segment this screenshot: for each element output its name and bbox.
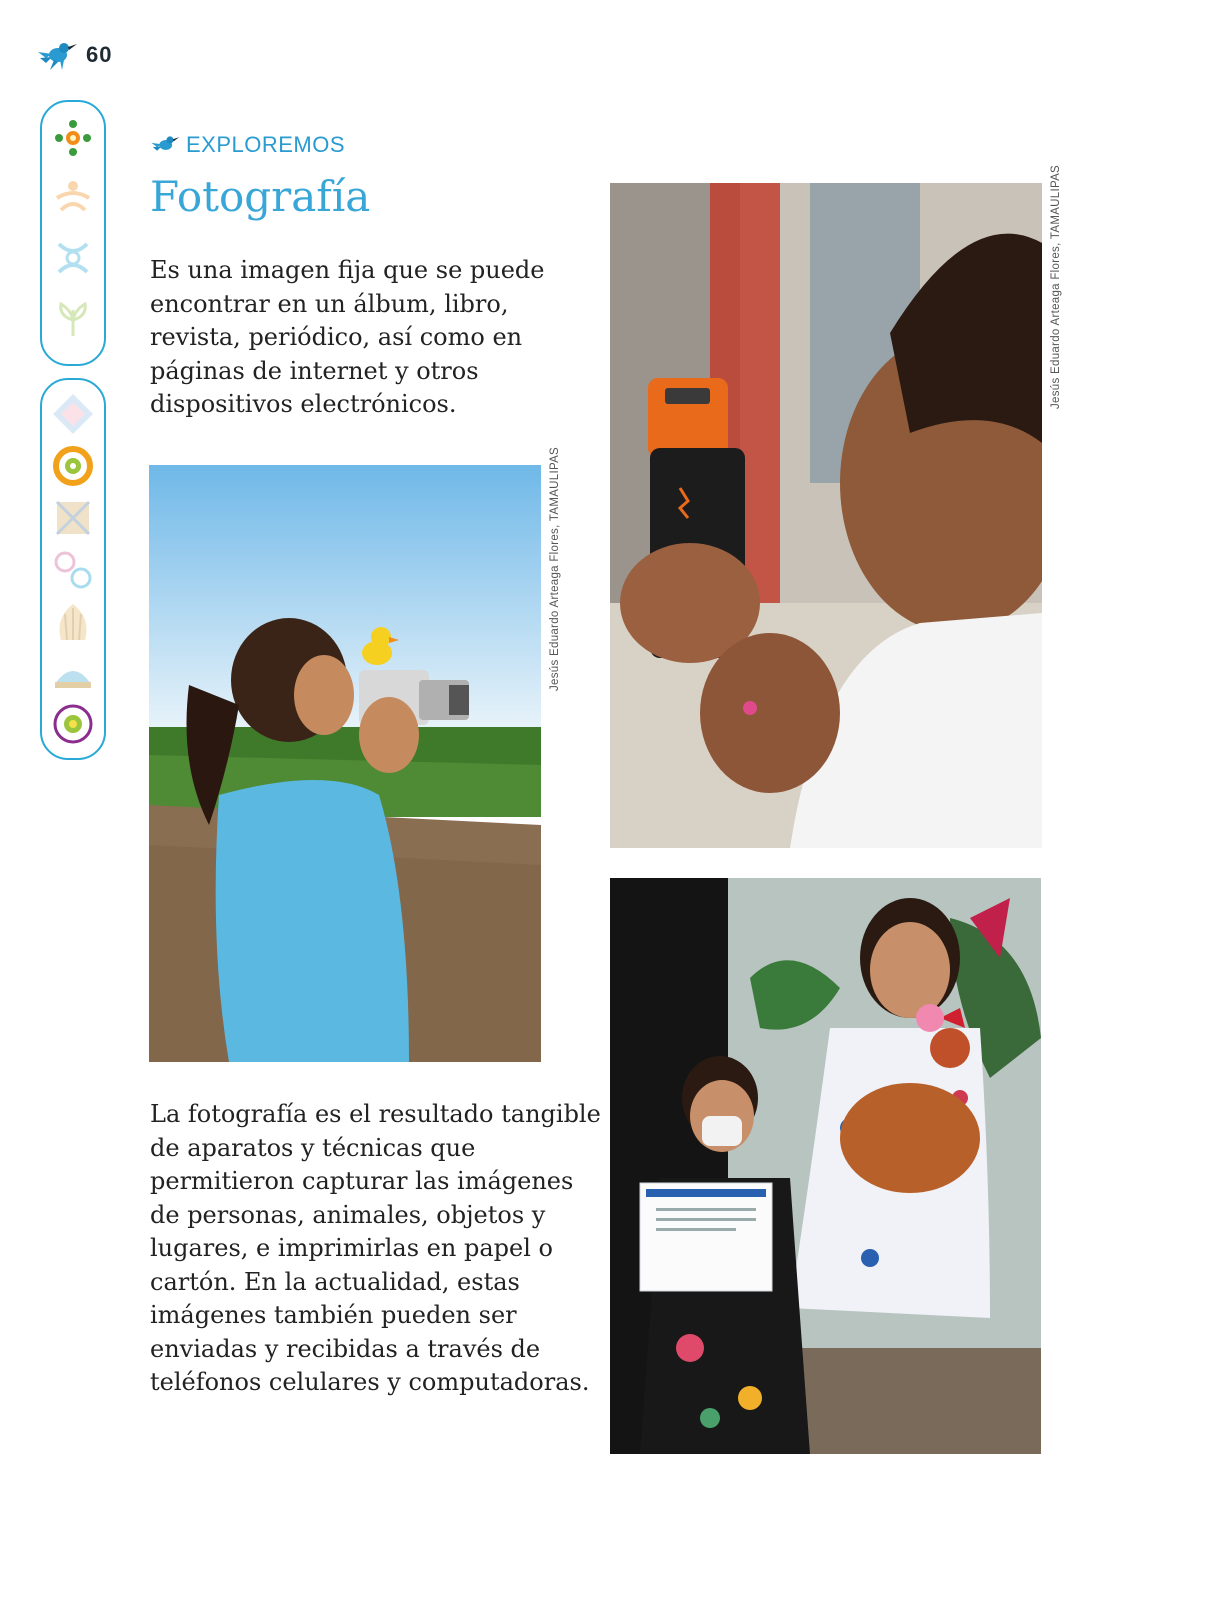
sun-burst-icon[interactable]	[51, 702, 95, 746]
section-label-text: EXPLOREMOS	[186, 132, 346, 157]
square-cross-icon[interactable]	[51, 496, 95, 540]
chain-link-icon[interactable]	[51, 548, 95, 592]
body-paragraph: La fotografía es el resultado tangible de aparatos y técnicas que permitieron capturar las imágenes de personas, animales, objetos y lugares, e imprimirlas en papel o cartón. En la actualidad, estas imágenes también pueden ser enviadas y recibidas a través de teléfonos celulares y computadoras.	[150, 1100, 601, 1396]
knot-motif-icon[interactable]	[51, 236, 95, 280]
photo-child-with-phone	[610, 183, 1042, 848]
mound-icon[interactable]	[51, 652, 95, 696]
spiral-icon[interactable]	[51, 444, 95, 488]
side-nav-upper	[40, 100, 106, 366]
page-number: 60	[86, 42, 113, 67]
flower-motif-icon[interactable]	[51, 116, 95, 160]
sprout-motif-icon[interactable]	[51, 296, 95, 340]
intro-paragraph: Es una imagen fija que se puede encontrar en un álbum, libro, revista, periódico, así como en páginas de internet y otros dispositivos electrónicos.	[150, 256, 545, 418]
figure-motif-icon[interactable]	[51, 176, 95, 220]
diamond-star-icon[interactable]	[51, 392, 95, 436]
page-title: Fotografía	[150, 172, 371, 221]
photo-credit-left: Jesús Eduardo Arteaga Flores, TAMAULIPAS	[549, 446, 561, 691]
hummingbird-logo-icon	[36, 38, 78, 72]
photo-two-girls-with-hen	[610, 878, 1041, 1454]
shell-icon[interactable]	[51, 600, 95, 644]
page-header	[36, 38, 112, 72]
photo-credit-right: Jesús Eduardo Arteaga Flores, TAMAULIPAS	[1050, 164, 1062, 409]
photo-girl-with-camera	[149, 465, 541, 1062]
hummingbird-small-icon	[150, 132, 180, 158]
side-nav-lower	[40, 378, 106, 760]
section-label	[150, 132, 345, 158]
